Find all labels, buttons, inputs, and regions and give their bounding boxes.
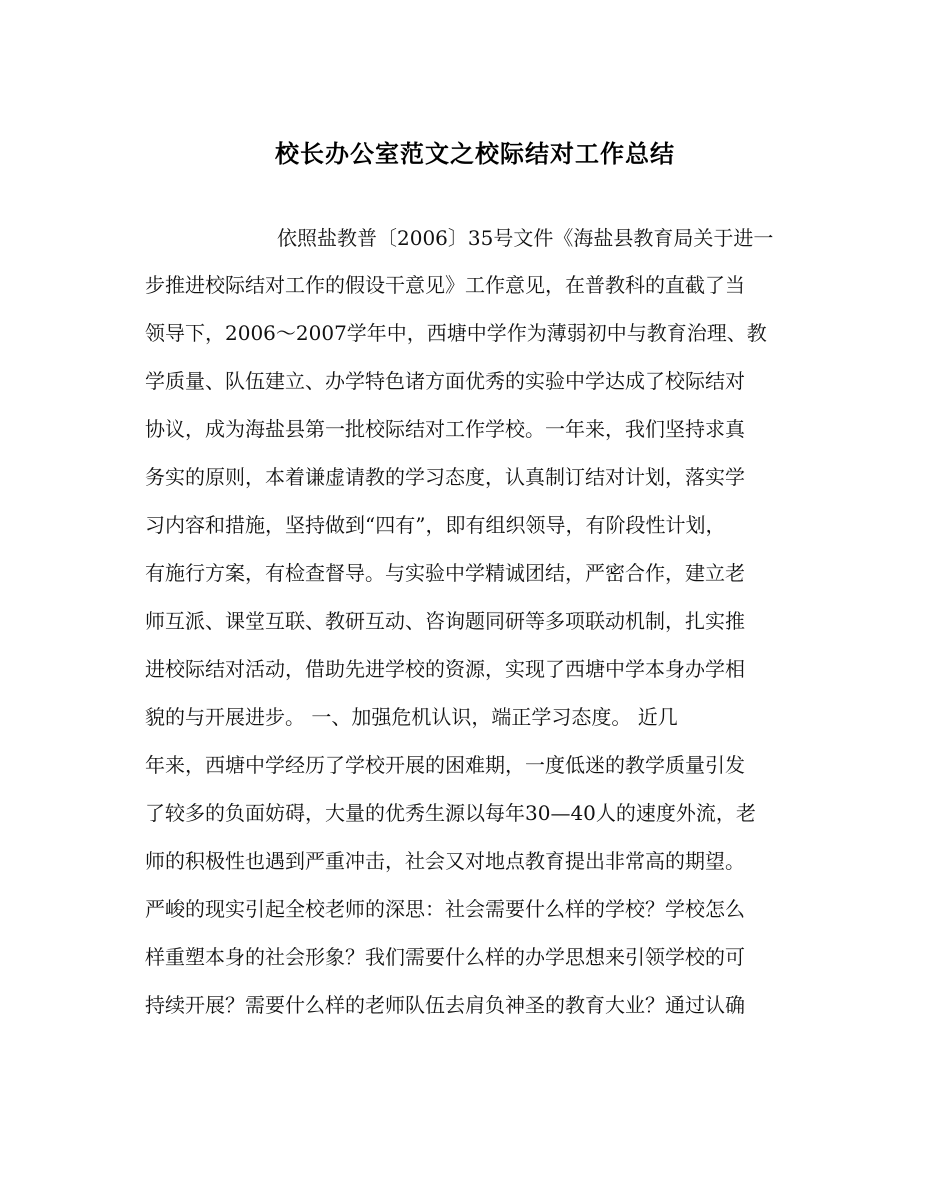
document-title: 校长办公室范文之校际结对工作总结 <box>275 140 675 168</box>
body-line: 师互派、课堂互联、教研互动、咨询题同研等多项联动机制，扎实推 <box>145 609 745 633</box>
body-line: 协议，成为海盐县第一批校际结对工作学校。一年来，我们坚持求真 <box>145 417 745 441</box>
body-line: 师的积极性也遇到严重冲击，社会又对地点教育提出非常高的期望。 <box>145 849 745 873</box>
body-line: 貌的与开展进步。 一、加强危机认识，端正学习态度。 近几 <box>145 705 678 729</box>
body-line: 年来，西塘中学经历了学校开展的困难期，一度低迷的教学质量引发 <box>145 753 745 777</box>
body-line: 务实的原则，本着谦虚请教的学习态度，认真制订结对计划，落实学 <box>145 465 745 489</box>
body-line: 持续开展？需要什么样的老师队伍去肩负神圣的教育大业？通过认确 <box>145 993 745 1017</box>
body-line: 依照盐教普〔2006〕35号文件《海盐县教育局关于进一 <box>277 226 774 250</box>
body-line: 习内容和措施，坚持做到“四有”，即有组织领导，有阶段性计划， <box>145 513 726 537</box>
body-line: 进校际结对活动，借助先进学校的资源，实现了西塘中学本身办学相 <box>145 657 745 681</box>
body-line: 领导下，2006～2007学年中，西塘中学作为薄弱初中与教育治理、教 <box>145 321 767 345</box>
body-line: 样重塑本身的社会形象？我们需要什么样的办学思想来引领学校的可 <box>145 945 745 969</box>
body-line: 有施行方案，有检查督导。与实验中学精诚团结，严密合作，建立老 <box>145 561 745 585</box>
body-line: 步推进校际结对工作的假设干意见》工作意见，在普教科的直截了当 <box>145 273 745 297</box>
body-line: 学质量、队伍建立、办学特色诸方面优秀的实验中学达成了校际结对 <box>145 369 745 393</box>
body-line: 严峻的现实引起全校老师的深思：社会需要什么样的学校？学校怎么 <box>145 897 745 921</box>
body-line: 了较多的负面妨碍，大量的优秀生源以每年30—40人的速度外流，老 <box>145 801 756 825</box>
